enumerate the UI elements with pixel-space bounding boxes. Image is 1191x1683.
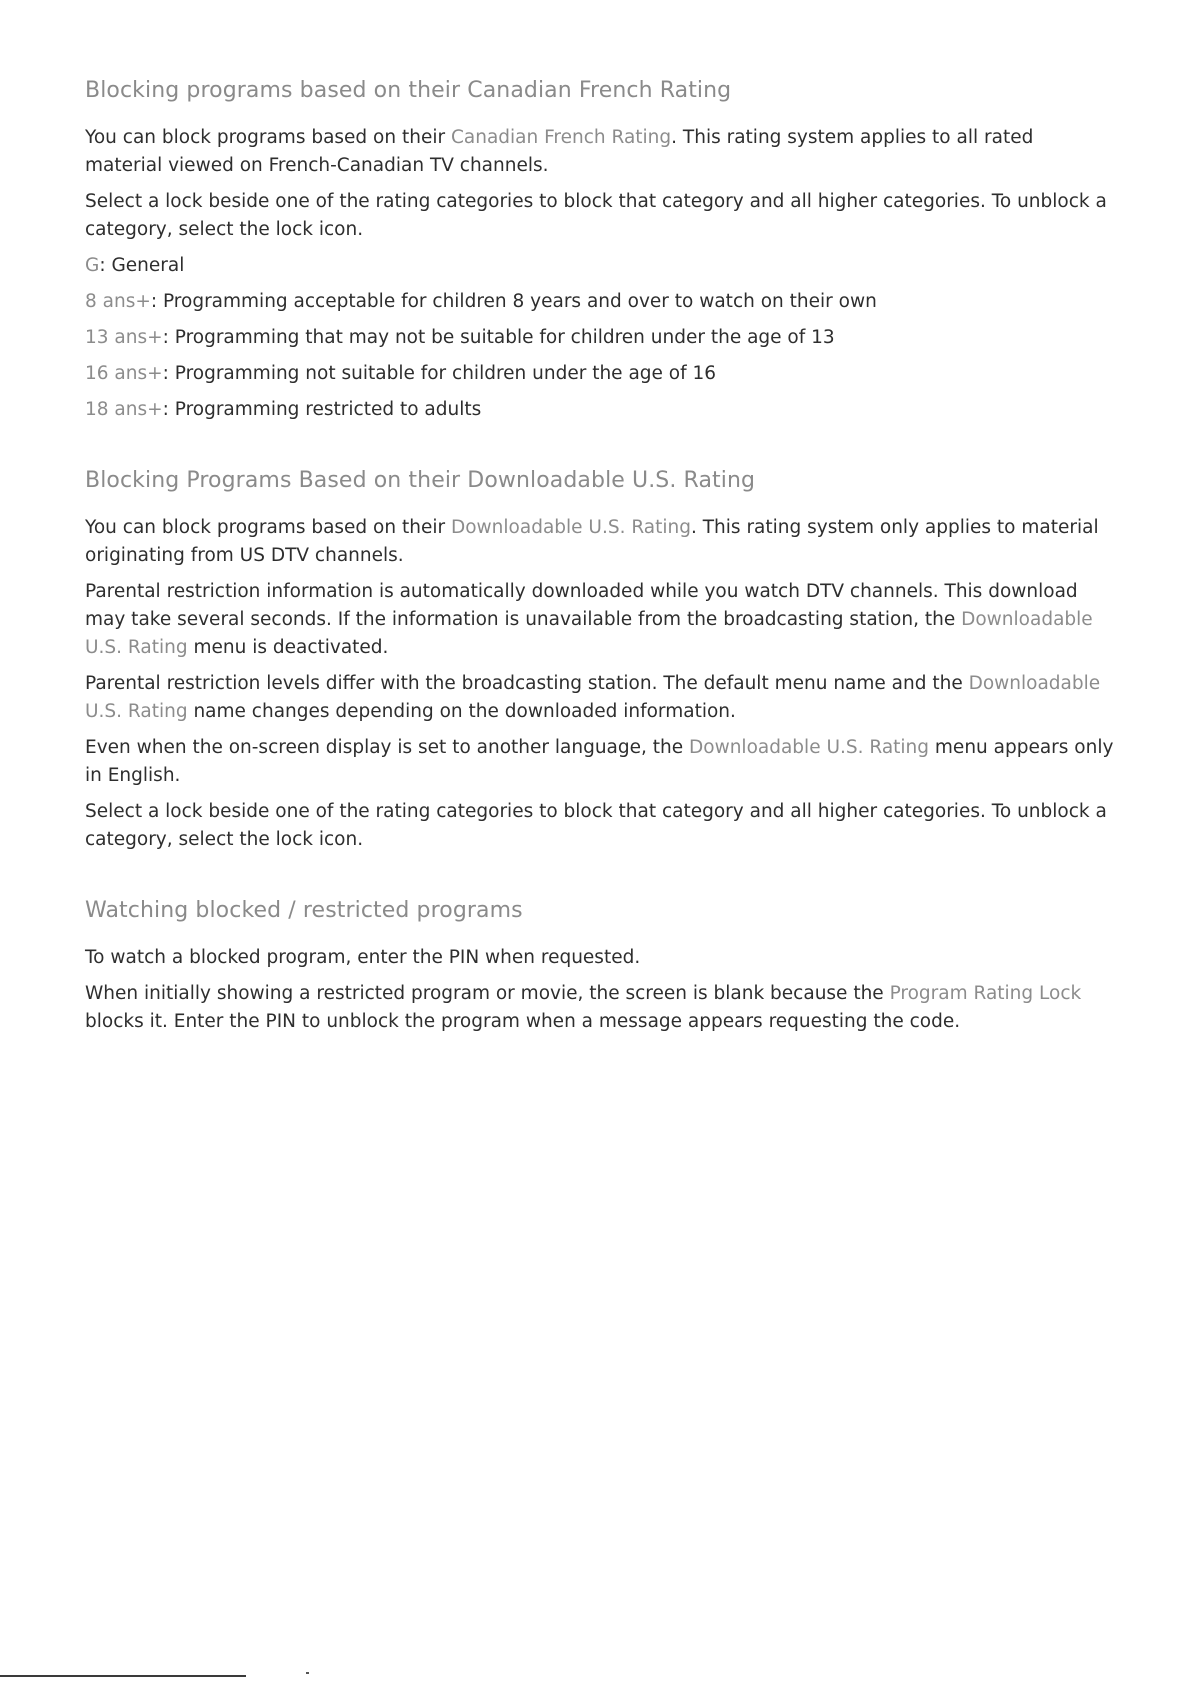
text: You can block programs based on their bbox=[85, 127, 451, 148]
rating-item-8-ans bbox=[85, 288, 1115, 316]
paragraph bbox=[85, 124, 1115, 180]
rating-description: : Programming not suitable for children under the age of 16 bbox=[162, 363, 717, 384]
document-page bbox=[85, 76, 1115, 1044]
paragraph: Select a lock beside one of the rating categories to block that category and all higher categories. To unblock a category, select the lock icon. bbox=[85, 801, 1107, 850]
rating-item-g bbox=[85, 252, 1115, 280]
text: . This rating system applies to all rated material viewed on French-Canadian TV channels. bbox=[85, 127, 1034, 176]
menu-term: Downloadable U.S. Rating bbox=[689, 737, 930, 758]
rating-description: : General bbox=[99, 255, 185, 276]
paragraph bbox=[85, 734, 1115, 790]
text: menu is deactivated. bbox=[187, 637, 389, 658]
footer-rule bbox=[0, 1675, 246, 1677]
paragraph bbox=[85, 514, 1115, 570]
rating-description: : Programming acceptable for children 8 years and over to watch on their own bbox=[150, 291, 877, 312]
section-heading: Blocking programs based on their Canadian French Rating bbox=[85, 78, 732, 103]
menu-term: Downloadable U.S. Rating bbox=[85, 609, 1093, 658]
text: You can block programs based on their bbox=[85, 517, 451, 538]
rating-item-16-ans bbox=[85, 360, 1115, 388]
text: blocks it. Enter the PIN to unblock the program when a message appears requesting the code. bbox=[85, 1011, 961, 1032]
rating-item-18-ans bbox=[85, 396, 1115, 424]
paragraph: Select a lock beside one of the rating categories to block that category and all higher categories. To unblock a category, select the lock icon. bbox=[85, 191, 1107, 240]
rating-code: 18 ans+ bbox=[85, 399, 163, 420]
rating-code: G bbox=[85, 255, 100, 276]
paragraph: To watch a blocked program, enter the PIN when requested. bbox=[85, 947, 641, 968]
rating-description: : Programming restricted to adults bbox=[162, 399, 482, 420]
text: When initially showing a restricted program or movie, the screen is blank because the bbox=[85, 983, 890, 1004]
text: Parental restriction levels differ with the broadcasting station. The default menu name and the bbox=[85, 673, 969, 694]
paragraph bbox=[85, 578, 1115, 662]
text: . This rating system only applies to material originating from US DTV channels. bbox=[85, 517, 1099, 566]
text: Parental restriction information is automatically downloaded while you watch DTV channels. This download may take several seconds. If the information is unavailable from the broadcasting station, the bbox=[85, 581, 1078, 630]
section-canadian-french-rating bbox=[85, 76, 1115, 424]
section-heading: Blocking Programs Based on their Downloadable U.S. Rating bbox=[85, 468, 756, 493]
section-watching-blocked bbox=[85, 896, 1115, 1036]
section-downloadable-us-rating bbox=[85, 466, 1115, 854]
text: Even when the on-screen display is set to another language, the bbox=[85, 737, 690, 758]
section-heading: Watching blocked / restricted programs bbox=[85, 898, 523, 923]
menu-term: Program Rating Lock bbox=[889, 983, 1082, 1004]
paragraph bbox=[85, 670, 1115, 726]
rating-code: 13 ans+ bbox=[85, 327, 163, 348]
footer-mark bbox=[306, 1672, 309, 1674]
menu-term: Downloadable U.S. Rating bbox=[85, 673, 1101, 722]
text: name changes depending on the downloaded information. bbox=[187, 701, 736, 722]
menu-term: Canadian French Rating bbox=[450, 127, 672, 148]
rating-item-13-ans bbox=[85, 324, 1115, 352]
rating-description: : Programming that may not be suitable for children under the age of 13 bbox=[162, 327, 835, 348]
text: menu appears only in English. bbox=[85, 737, 1114, 786]
menu-term: Downloadable U.S. Rating bbox=[450, 517, 691, 538]
rating-code: 8 ans+ bbox=[85, 291, 151, 312]
paragraph bbox=[85, 980, 1115, 1036]
rating-code: 16 ans+ bbox=[85, 363, 163, 384]
